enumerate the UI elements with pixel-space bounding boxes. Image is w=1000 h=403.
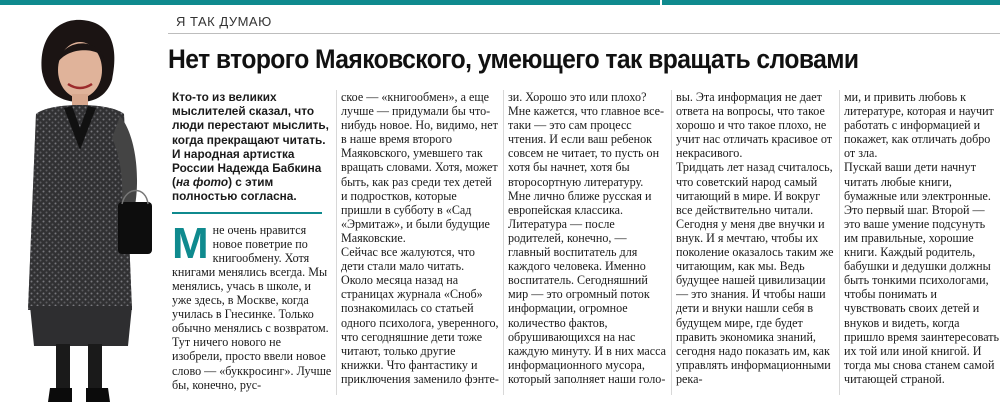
article-column-3 (508, 90, 668, 400)
lead-divider (172, 212, 322, 214)
article-column-1 (172, 90, 332, 400)
column-divider (336, 90, 337, 395)
column-divider (503, 90, 504, 395)
lead-photo-ref: на фото (175, 175, 229, 190)
paragraph: зи. Хорошо это или плохо? Мне кажется, что главное все-таки — это сам процесс чтения. И если ваш ребенок совсем не читает, то пусть он хотя бы начнет, хотя бы второсортную литературу. Мне лично ближе русская и европейская классика. (508, 90, 664, 217)
drop-cap: М (172, 218, 209, 268)
portrait-illustration (0, 10, 165, 403)
paragraph: Литература — после родителей, конечно, — главный воспитатель для каждого человека. Именно воспитатель. Сегодняшний мир — это огромный поток информации, огромное количество фактов, обрушивающихся на нас каждую минуту. И в них масса информационного мусора, который заполняет наши голо- (508, 216, 667, 386)
paragraph: вы. Эта информация не дает ответа на вопросы, что такое хорошо и что такое плохо, не учит нас отличать красивое от некрасивого. (676, 90, 832, 161)
lead-text-end: ) с этим полностью согласна. (172, 175, 297, 204)
top-color-bar (0, 0, 1000, 5)
portrait-photo (0, 10, 165, 403)
rubric-divider (168, 33, 1000, 34)
article-column-2 (341, 90, 499, 400)
section-rubric: Я ТАК ДУМАЮ (176, 14, 272, 29)
column-divider (839, 90, 840, 395)
article-column-4 (676, 90, 836, 400)
paragraph: ское — «книгообмен», а еще лучше — придумали бы что-нибудь новое. Но, видимо, нет в наше время второго Маяковского, умевшего так вращать словами. Хотя, может быть, как раз среди тех детей и подростков, которые пришли в субботу в «Сад «Эрмитаж», и были будущие Маяковские. (341, 90, 498, 245)
article-headline: Нет второго Маяковского, умеющего так вращать словами (168, 44, 859, 74)
article-column-5 (844, 90, 1000, 400)
lead-text: Кто-то из великих мыслителей сказал, что люди перестают мыслить, когда прекращают читать. И народная артистка России Надежда Бабкина ( (172, 90, 329, 190)
paragraph: Сейчас все жалуются, что дети стали мало читать. Около месяца назад на страницах журнала «Сноб» познакомилась со статьей одного психолога, уверенного, что сегодняшние дети тоже читают, только другие книжки. Что фантастику и приключения заменило фэнте- (341, 245, 499, 386)
paragraph (172, 218, 332, 392)
column-divider (671, 90, 672, 395)
paragraph: Пускай ваши дети начнут читать любые книги, бумажные или электронные. Это первый шаг. Второй — это ваше умение подсунуть им правильные, хорошие книги. Каждый родитель, бабушки и дедушки должны быть тонкими психологами, чтобы понимать и чувствовать своих детей и внуков и видеть, когда пришло время заинтересовать их той или иной книгой. И тогда мы снова станем самой читающей страной. (844, 160, 1000, 386)
paragraph: Тридцать лет назад считалось, что советский народ самый читающий в мире. И вокруг все действительно читали. Сегодня у меня две внучки и внук. И я мечтаю, чтобы их поколение оказалось таким же читающим, как мы. Ведь будущее нашей цивилизации — это знания. И чтобы наши дети и внуки нашли себя в будущем мире, где будет править экономика знаний, сегодня надо показать им, как управлять информационными река- (676, 160, 834, 386)
top-bar-tick (660, 0, 662, 5)
paragraph: ми, и привить любовь к литературе, которая и научит работать с информацией и покажет, как отличать добро от зла. (844, 90, 994, 161)
article-lead (172, 90, 332, 204)
paragraph-text: не очень нравится новое поветрие по книгообмену. Хотя книгами менялись всегда. Мы менялись, учась в школе, и уже здесь, в Москве, когда училась в Гнесинке. Только обычно менялись с возвратом. Тут ничего нового не изобрели, просто ввели новое слово — «буккросинг». Лучше бы, конечно, рус- (172, 222, 332, 392)
